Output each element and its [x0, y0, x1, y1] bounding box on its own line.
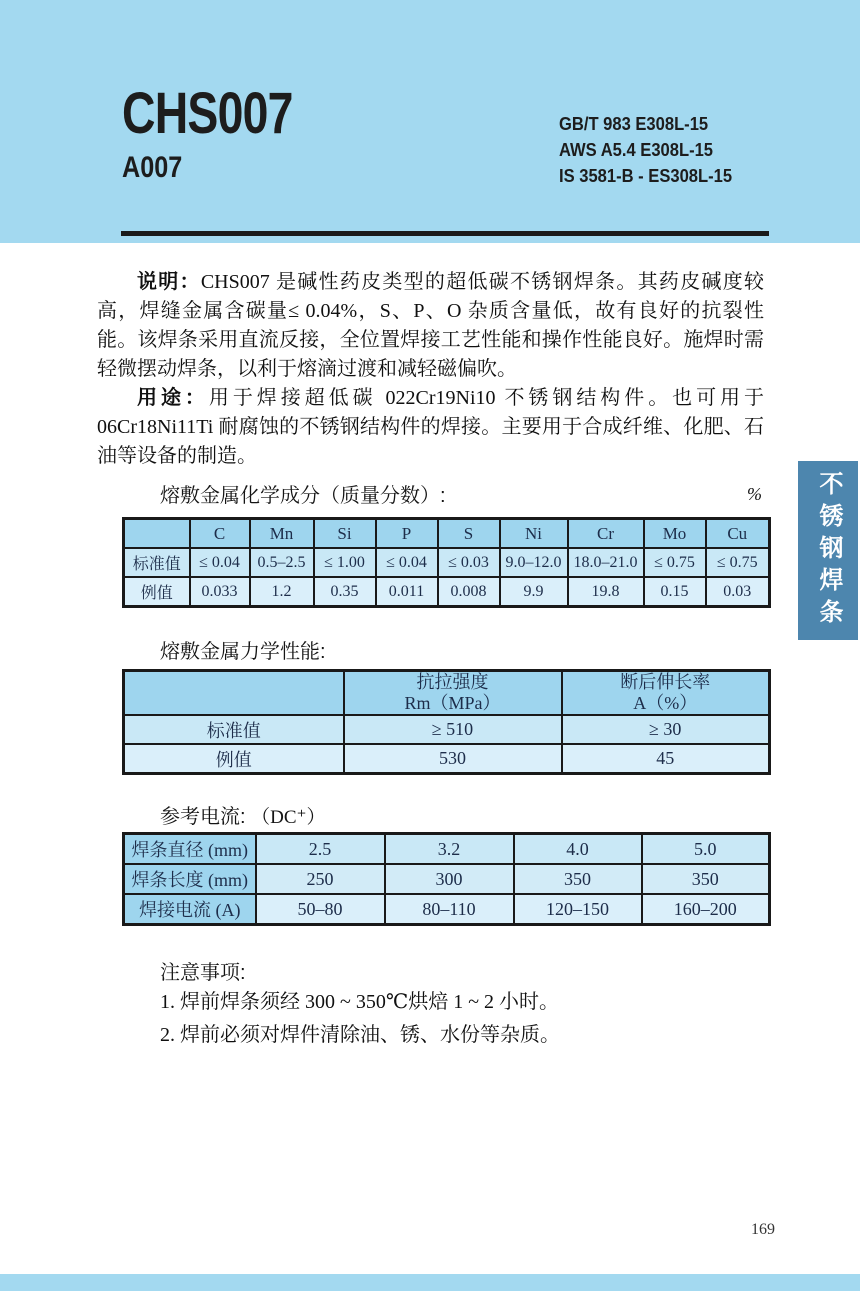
mech-header-row: [124, 671, 770, 716]
mech-cell: 45: [562, 744, 770, 774]
current-row-label: 焊条长度 (mm): [124, 864, 256, 894]
chem-cell: 9.9: [500, 577, 568, 607]
chem-unit-label: %: [747, 484, 762, 504]
usage-label: 用途：: [137, 387, 209, 409]
chem-row-label: 标准值: [124, 548, 190, 577]
current-cell: 350: [514, 864, 642, 894]
mech-col-symbol: Rm（MPa）: [404, 693, 501, 713]
chem-cell: 0.008: [438, 577, 500, 607]
chem-col-header: Cr: [568, 519, 644, 549]
mech-col-title: 断后伸长率: [620, 672, 711, 692]
chem-cell: 18.0–21.0: [568, 548, 644, 577]
chem-col-header: C: [190, 519, 250, 549]
chem-cell: 0.011: [376, 577, 438, 607]
product-model: CHS007: [122, 81, 293, 146]
current-polarity: （DC⁺）: [251, 807, 326, 828]
chem-header-row: [124, 519, 770, 549]
note-item: 2. 焊前必须对焊件清除油、锈、水份等杂质。: [160, 1024, 560, 1046]
mech-section-title: 熔敷金属力学性能:: [160, 641, 326, 663]
chem-cell: 0.033: [190, 577, 250, 607]
standard-line: IS 3581-B - ES308L-15: [559, 166, 733, 186]
chem-cell: ≤ 0.03: [438, 548, 500, 577]
current-section-title: [160, 805, 326, 830]
standard-line: AWS A5.4 E308L-15: [559, 140, 714, 160]
chem-section-title: 熔敷金属化学成分（质量分数）:: [160, 485, 446, 507]
current-amperage-row: [124, 894, 770, 925]
mech-col-symbol: A（%）: [633, 693, 698, 713]
mech-standard-row: [124, 715, 770, 744]
current-diameter-row: [124, 834, 770, 865]
current-cell: 4.0: [514, 834, 642, 865]
intro-paragraph: [97, 268, 764, 384]
current-row-label: 焊接电流 (A): [124, 894, 256, 925]
product-alias: A007: [122, 151, 183, 184]
header-band: [0, 0, 860, 243]
current-cell: 3.2: [385, 834, 514, 865]
chem-cell: 0.03: [706, 577, 770, 607]
mech-table: [122, 669, 771, 775]
current-table: [122, 832, 771, 926]
mech-cell: 530: [344, 744, 562, 774]
chem-corner-cell: [124, 519, 190, 549]
chem-cell: ≤ 0.75: [706, 548, 770, 577]
current-cell: 350: [642, 864, 770, 894]
note-item: 1. 焊前焊条须经 300 ~ 350℃烘焙 1 ~ 2 小时。: [160, 991, 560, 1013]
current-cell: 300: [385, 864, 514, 894]
usage-text: 用于焊接超低碳 022Cr19Ni10 不锈钢结构件。也可用于 06Cr18Ni11Ti 耐腐蚀的不锈钢结构件的焊接。主要用于合成纤维、化肥、石油等设备的制造。: [97, 387, 765, 467]
current-cell: 2.5: [256, 834, 385, 865]
mech-col-header: [562, 671, 770, 716]
current-length-row: [124, 864, 770, 894]
chem-col-header: P: [376, 519, 438, 549]
mech-row-label: 标准值: [124, 715, 344, 744]
chem-table: [122, 517, 771, 608]
current-cell: 80–110: [385, 894, 514, 925]
category-side-tab: [798, 461, 858, 640]
mech-corner-cell: [124, 671, 344, 716]
chem-col-header: Si: [314, 519, 376, 549]
current-cell: 160–200: [642, 894, 770, 925]
current-cell: 50–80: [256, 894, 385, 925]
body-paragraphs: [97, 268, 764, 471]
chem-col-header: Ni: [500, 519, 568, 549]
chem-cell: 19.8: [568, 577, 644, 607]
current-cell: 120–150: [514, 894, 642, 925]
intro-text: CHS007 是碱性药皮类型的超低碳不锈钢焊条。其药皮碱度较高，焊缝金属含碳量≤ 0.04%，S、P、O 杂质含量低，故有良好的抗裂性能。该焊条采用直流反接，全位置焊接工艺性能和操作性能良好。施焊时需轻微摆动焊条，以利于熔滴过渡和减轻磁偏吹。: [97, 271, 765, 380]
chem-row-label: 例值: [124, 577, 190, 607]
header-rule: [121, 231, 769, 236]
mech-cell: ≥ 30: [562, 715, 770, 744]
category-side-tab-label: 不锈钢焊条: [815, 470, 842, 631]
chem-col-header: Cu: [706, 519, 770, 549]
chem-cell: ≤ 0.04: [376, 548, 438, 577]
standard-line: GB/T 983 E308L-15: [559, 114, 709, 134]
standards-list: [559, 111, 732, 189]
chem-example-row: [124, 577, 770, 607]
current-row-label: 焊条直径 (mm): [124, 834, 256, 865]
usage-paragraph: [97, 384, 764, 471]
intro-label: 说明：: [137, 271, 201, 293]
footer-band: [0, 1274, 860, 1291]
mech-cell: ≥ 510: [344, 715, 562, 744]
chem-cell: 0.35: [314, 577, 376, 607]
chem-col-header: S: [438, 519, 500, 549]
chem-cell: ≤ 0.75: [644, 548, 706, 577]
mech-col-title: 抗拉强度: [416, 672, 489, 692]
chem-cell: ≤ 1.00: [314, 548, 376, 577]
chem-cell: 0.5–2.5: [250, 548, 314, 577]
chem-standard-row: [124, 548, 770, 577]
chem-col-header: Mn: [250, 519, 314, 549]
chem-cell: 1.2: [250, 577, 314, 607]
current-cell: 5.0: [642, 834, 770, 865]
notes-list: [160, 986, 760, 1052]
chem-cell: ≤ 0.04: [190, 548, 250, 577]
chem-cell: 9.0–12.0: [500, 548, 568, 577]
current-cell: 250: [256, 864, 385, 894]
mech-col-header: [344, 671, 562, 716]
mech-row-label: 例值: [124, 744, 344, 774]
current-title: 参考电流:: [160, 806, 246, 828]
chem-col-header: Mo: [644, 519, 706, 549]
chem-cell: 0.15: [644, 577, 706, 607]
page-number: 169: [751, 1221, 775, 1238]
mech-example-row: [124, 744, 770, 774]
notes-title: 注意事项:: [160, 962, 246, 984]
